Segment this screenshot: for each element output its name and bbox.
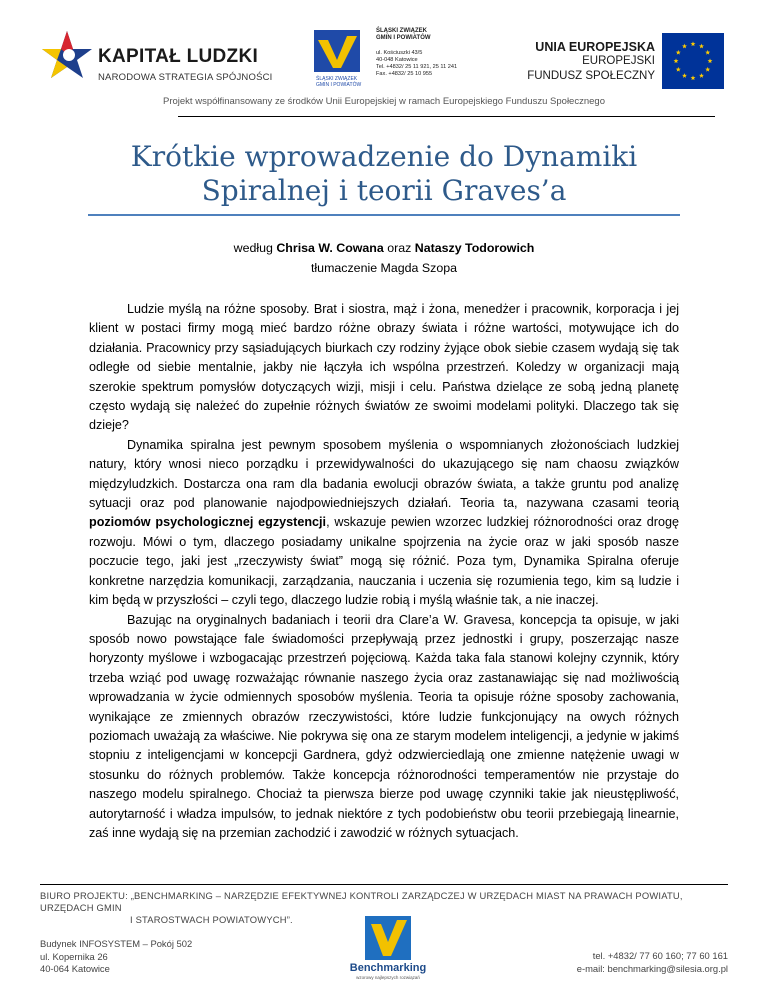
zwiazek-name-1: ŚLĄSKI ZWIĄZEK bbox=[376, 28, 427, 34]
benchmarking-logo-icon bbox=[343, 914, 433, 962]
kapital-ludzki-title: KAPITAŁ LUDZKI bbox=[98, 46, 259, 67]
address-2: ul. Kopernika 26 bbox=[40, 950, 108, 962]
slaski-zwiazek-logo-text-1: ŚLĄSKI ZWIĄZEK bbox=[316, 76, 358, 82]
page-title bbox=[80, 140, 688, 208]
address-1: Budynek INFOSYSTEM – Pokój 502 bbox=[40, 938, 193, 949]
slaski-zwiazek-logo-text-2: GMIN I POWIATÓW bbox=[316, 82, 362, 88]
paragraph-2-bold: poziomów psychologicznej egzystencji bbox=[89, 515, 327, 530]
zwiazek-fax: Fax. +4832/ 25 10 955 bbox=[376, 71, 433, 78]
byline-and: oraz bbox=[383, 241, 415, 255]
eu-line-1: UNIA EUROPEJSKA bbox=[535, 40, 655, 54]
slaski-zwiazek-contact bbox=[376, 28, 486, 78]
footer-email: e-mail: benchmarking@silesia.org.pl bbox=[576, 962, 728, 974]
footer-tel: tel. +4832/ 77 60 160; 77 60 161 bbox=[592, 950, 728, 961]
paragraph-2-before: Dynamika spiralna jest pewnym sposobem myślenia o wspomnianych złożonościach ludzkiej natury, który wnosi nieco porządku i przewidywalności do ukazującego się nam chaosu związków międzyludzkich. Dostarcza ona ram dla badania ewolucji obrazów świata, a także gruntu pod analizę sytuacji oraz pod planowanie najodpowiedniejszych działań. Teoria ta, nazywana czasami teorią bbox=[89, 437, 679, 511]
title-line-2: Spiralnej i teorii Graves’a bbox=[201, 174, 567, 207]
cofinancing-note: Projekt współfinansowany ze środków Unii Europejskiej w ramach Europejskiego Funduszu Społecznego bbox=[163, 96, 605, 107]
zwiazek-name-2: GMIN I POWIATÓW bbox=[376, 35, 431, 42]
byline-prefix: według bbox=[233, 241, 277, 255]
translator-line: tłumaczenie Magda Szopa bbox=[310, 261, 458, 275]
eu-line-3: FUNDUSZ SPOŁECZNY bbox=[527, 70, 655, 82]
footer-contact bbox=[577, 950, 728, 975]
article-body bbox=[89, 300, 679, 843]
kapital-ludzki-logo bbox=[38, 28, 298, 88]
benchmarking-subtitle: wzorowy najlepszych rozwiązań bbox=[356, 975, 420, 980]
paragraph-1: Ludzie myślą na różne sposoby. Brat i siostra, mąż i żona, menedżer i pracownik, korporacja i jej klient w postaci firmy mogą mieć bardzo różne obrazy świata i różne wartości, motywujące ich do działania. Pracownicy przy sąsiadujących biurkach czy rodziny żyjące obok siebie czasem wydają się tak odległe od siebie mentalnie, jakby nie łączyła ich wspólna przestrzeń. Koledzy w organizacji mają szerokie spektrum pomysłów dotyczących wizji, misji i celu. Państwa dzielące ze sobą jedną planetę często wydają się należeć do zupełnie różnych światów ze swoimi modelami polityki. Dlaczego tak się dzieje? bbox=[89, 302, 679, 433]
title-underline bbox=[88, 214, 680, 216]
zwiazek-address-2: 40-048 Katowice bbox=[376, 57, 418, 64]
header-divider bbox=[178, 116, 715, 117]
zwiazek-tel: Tel. +4832/ 25 11 921, 25 11 241 bbox=[376, 64, 458, 71]
zwiazek-address-1: ul. Kościuszki 43/5 bbox=[376, 50, 423, 57]
authors-line bbox=[0, 238, 768, 258]
paragraph-2 bbox=[89, 436, 679, 611]
benchmarking-label: Benchmarking bbox=[349, 962, 427, 974]
paragraph-2-after: , wskazuje pewien wzorzec ludzkiej różnorodności oraz drogę rozwoju. Mówi o tym, dlaczego posiadamy unikalne spojrzenia na życie oraz w jaki sposób nasze poczucie tego, jaki jest „rzeczywisty świat” mogą się różnić. Poza tym, Dynamika Spiralna oferuje konkretne narzędzia komunikacji, zarządzania, nauczania i uczenia się rozumienia tego, kim są ludzie i kim będą w przyszłości – czyli tego, dlaczego ludzie robią i myślą właśnie tak, a nie inaczej. bbox=[89, 515, 679, 608]
author-2: Nataszy Todorowich bbox=[414, 241, 535, 255]
address-3: 40-064 Katowice bbox=[40, 963, 110, 974]
kapital-ludzki-subtitle: NARODOWA STRATEGIA SPÓJNOŚCI bbox=[98, 72, 273, 83]
byline bbox=[0, 238, 768, 278]
footer-divider bbox=[40, 884, 728, 885]
slaski-zwiazek-logo bbox=[314, 30, 374, 88]
project-line-2: I STAROSTWACH POWIATOWYCH”. bbox=[130, 914, 293, 925]
paragraph-3: Bazując na oryginalnych badaniach i teorii dra Clare’a W. Gravesa, koncepcja ta opisuje, w jaki sposób nowo powstające fale świadomości przepływają przez jednostki i grupy, poszerzając nasze horyzonty myślowe i wzbogacając przestrzeń pojęciową. Każda taka fala stanowi kolejny czynnik, który trzeba wziąć pod uwagę rozważając równanie naszego życia oraz zastanawiając się nad możliwością wprowadzania w życie odmiennych sposobów myślenia. Teoria ta opisuje różne sposoby zachowania, wynikające ze zmiennych obrazów rzeczywistości, które ludzie funkcjonujący na owych różnych poziomach uważają za właściwe. Nie pokrywa się ona ze starym modelem inteligencji, a jedynie w jakimś stopniu z inteligencjami w koncepcji Gardnera, gdyż odzwierciedlają one zmienne natężenie uwagi w stosunku do różnych problemów. Także koncepcja różnorodności temperamentów nie przystaje do naszego modelu spiralnego. Chociaż ta pierwsza bierze pod uwagę czynniki takie jak nieustępliwość, autorytarność i władza impulsów, to jednak niektóre z tych podobieństw obu teorii przebiegają linearnie, zaś inne wydają się na przemian zachodzić i zawodzić w różnych sytuacjach. bbox=[89, 612, 679, 840]
title-line-1: Krótkie wprowadzenie do Dynamiki bbox=[130, 140, 638, 173]
kapital-ludzki-star-icon bbox=[38, 28, 96, 86]
benchmarking-logo bbox=[343, 914, 433, 984]
eu-flag-icon bbox=[662, 33, 724, 89]
eu-fund-label bbox=[520, 40, 655, 84]
project-line-1: BIURO PROJEKTU: „BENCHMARKING – NARZĘDZIE EFEKTYWNEJ KONTROLI ZARZĄDCZEJ W URZĘDACH MIAST NA PRAWACH POWIATU, URZĘDACH GMIN bbox=[40, 890, 683, 913]
footer-address bbox=[40, 938, 192, 976]
author-1: Chrisa W. Cowana bbox=[276, 241, 384, 255]
eu-line-2: EUROPEJSKI bbox=[582, 55, 655, 67]
